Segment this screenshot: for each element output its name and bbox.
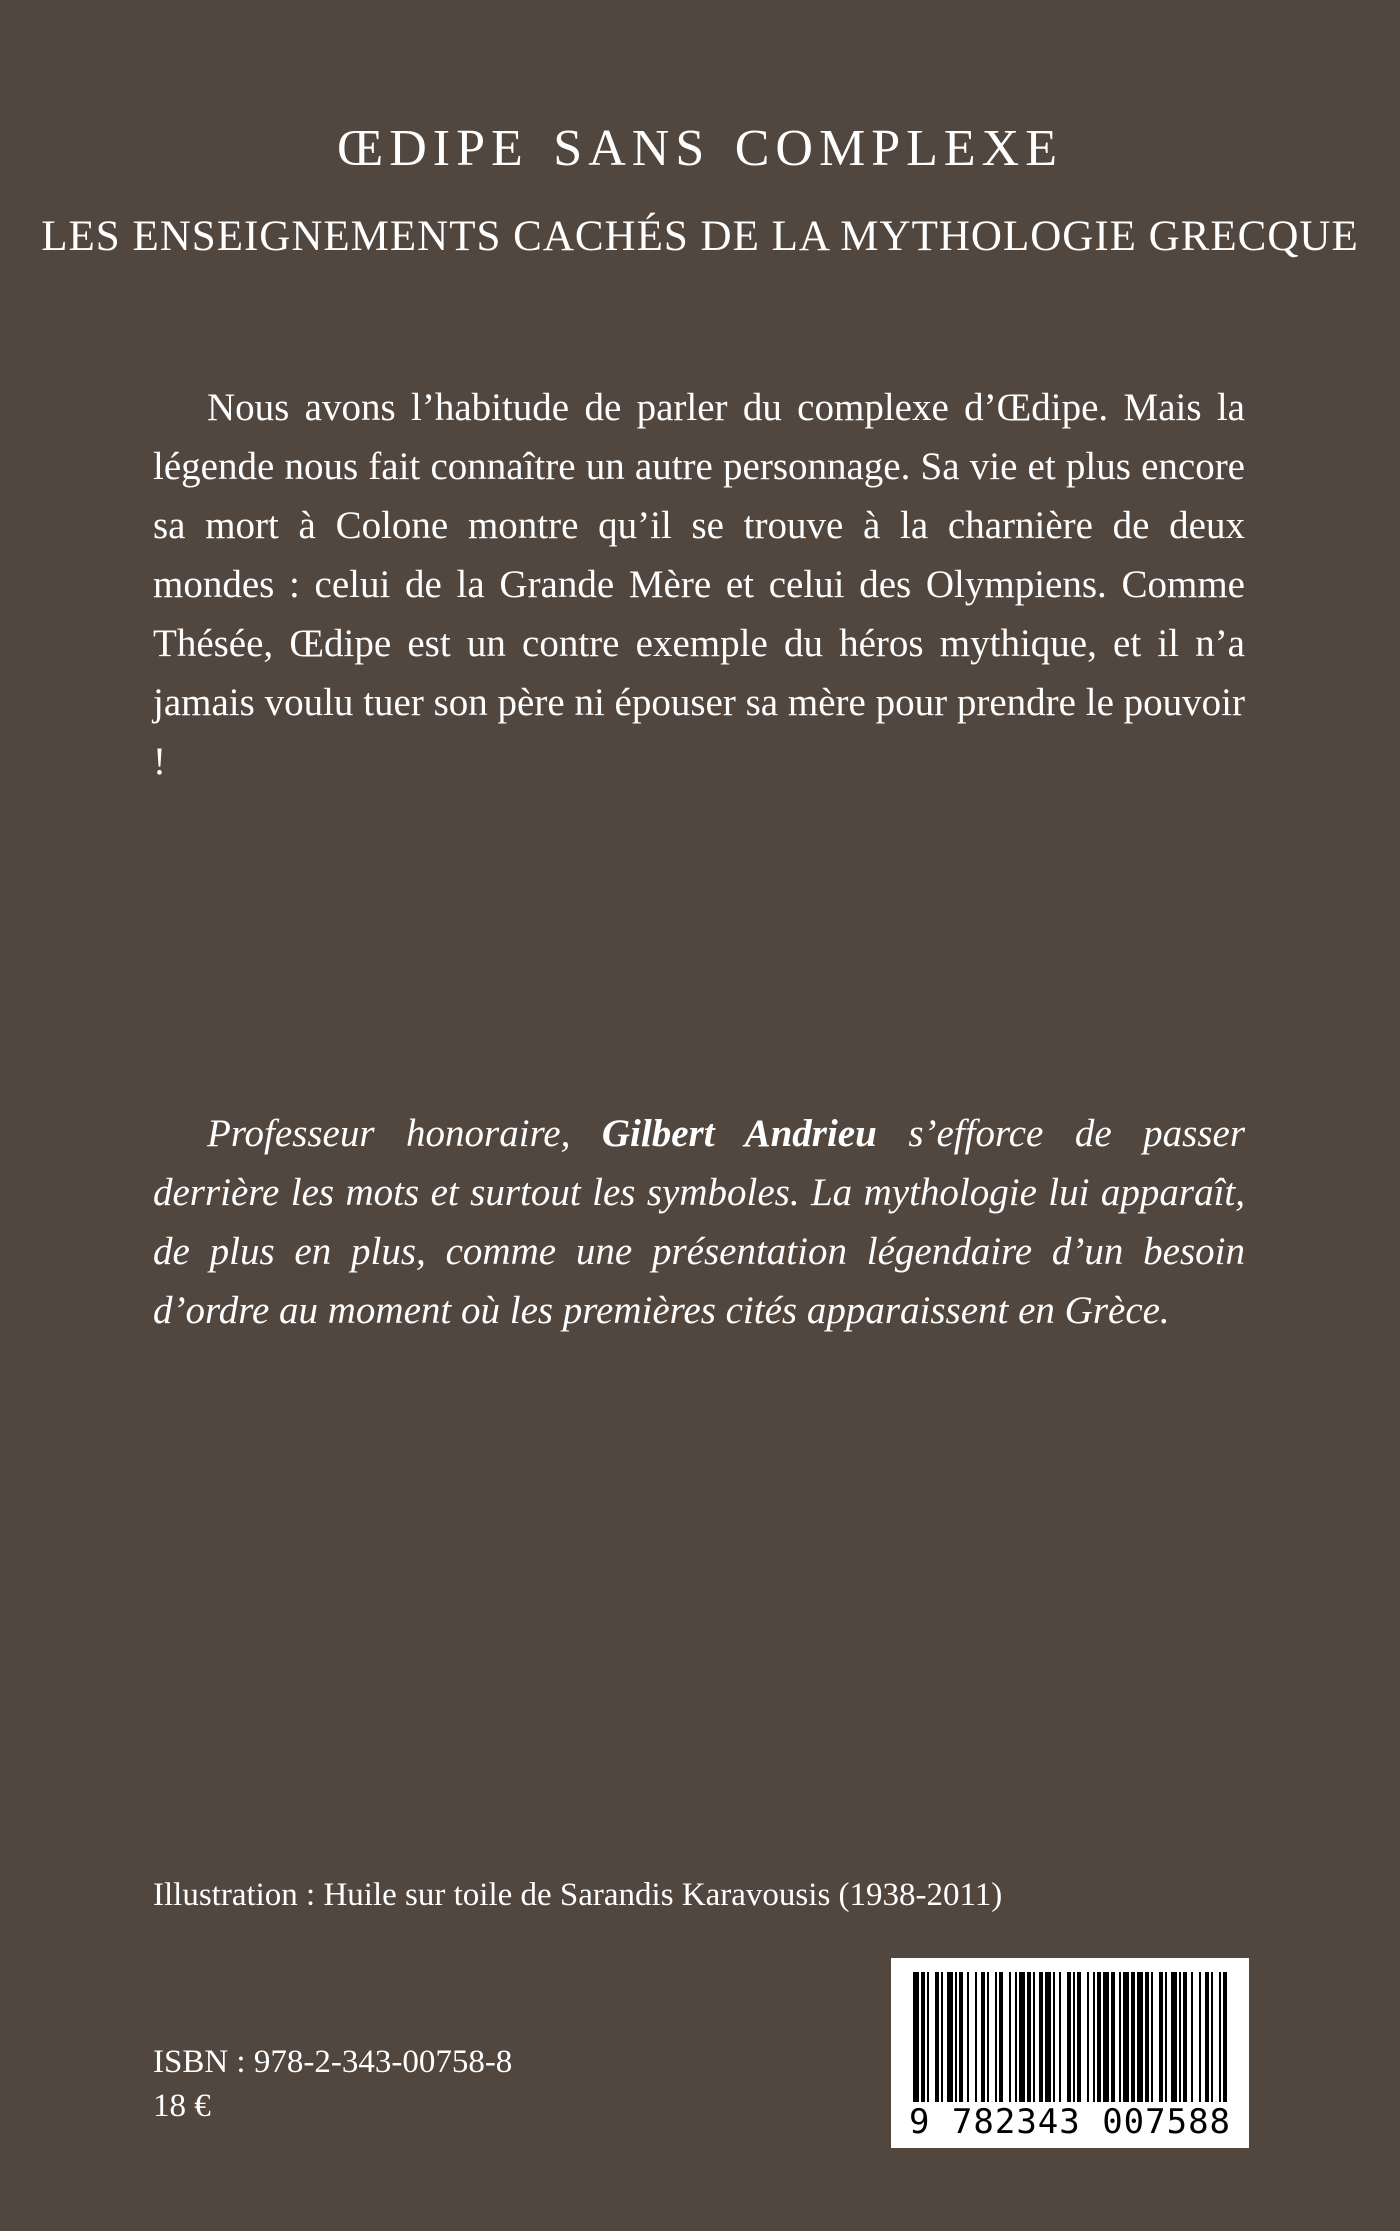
barcode-bar — [987, 1972, 989, 2102]
barcode-bar — [1045, 1972, 1051, 2102]
barcode-bar — [1199, 1972, 1201, 2102]
barcode-bar — [1097, 1972, 1101, 2102]
barcode-bar — [1145, 1972, 1149, 2102]
illustration-credit: Illustration : Huile sur toile de Sarandis Karavousis (1938-2011) — [153, 1877, 1003, 1913]
barcode-bar — [1159, 1972, 1163, 2102]
barcode-bar — [941, 1972, 943, 2102]
author-bio-prefix: Professeur honoraire, — [207, 1112, 602, 1155]
barcode-bar — [1165, 1972, 1167, 2102]
barcode-bar — [995, 1972, 997, 2102]
barcode-bar — [1087, 1972, 1089, 2102]
barcode-bar — [999, 1972, 1003, 2102]
book-blurb: Nous avons l’habitude de parler du complexe d’Œdipe. Mais la légende nous fait connaître un autre personnage. Sa vie et plus encore sa mort à Colone montre qu’il se trouve à la charnière de deux mondes : celui de la Grande Mère et celui des Olympiens. Comme Thésée, Œdipe est un contre exemple du héros mythique, et il n’a jamais voulu tuer son père ni épouser sa mère pour prendre le pouvoir ! — [153, 386, 1245, 783]
barcode-bar — [1009, 1972, 1011, 2102]
barcode-bar — [927, 1972, 929, 2102]
barcode-bar — [1205, 1972, 1209, 2102]
barcode-bar — [1171, 1972, 1177, 2102]
barcode-bar — [955, 1972, 957, 2102]
barcode-bar — [921, 1972, 925, 2102]
barcode-bar — [1067, 1972, 1071, 2102]
barcode-bar — [1015, 1972, 1017, 2102]
barcode-bar — [913, 1972, 919, 2102]
barcode — [891, 1958, 1249, 2148]
barcode-bar — [1179, 1972, 1181, 2102]
barcode-bar — [1053, 1972, 1055, 2102]
barcode-bar — [1223, 1972, 1227, 2102]
barcode-bar — [959, 1972, 963, 2102]
barcode-bar — [935, 1972, 939, 2102]
barcode-bar — [981, 1972, 985, 2102]
barcode-bars — [891, 1958, 1249, 2108]
author-bio — [153, 1104, 1245, 1340]
barcode-bar — [1137, 1972, 1143, 2102]
barcode-bar — [1131, 1972, 1135, 2102]
book-subtitle: LES ENSEIGNEMENTS CACHÉS DE LA MYTHOLOGIE GRECQUE — [41, 213, 1359, 260]
barcode-bar — [1059, 1972, 1061, 2102]
barcode-bar — [1191, 1972, 1193, 2102]
barcode-bar — [1033, 1972, 1035, 2102]
barcode-bar — [967, 1972, 969, 2102]
price: 18 € — [153, 2088, 211, 2124]
barcode-bar — [1039, 1972, 1043, 2102]
barcode-bar — [1151, 1972, 1153, 2102]
barcode-bar — [1103, 1972, 1109, 2102]
barcode-bar — [1073, 1972, 1075, 2102]
barcode-bar — [975, 1972, 977, 2102]
author-name: Gilbert Andrieu — [601, 1112, 877, 1155]
barcode-bar — [1077, 1972, 1081, 2102]
book-title: œdipe sans complexe — [337, 100, 1063, 182]
barcode-bar — [1211, 1972, 1213, 2102]
barcode-bar — [1111, 1972, 1115, 2102]
barcode-digits: 9 782343 007588 — [908, 2102, 1232, 2142]
barcode-bar — [1019, 1972, 1025, 2102]
barcode-bar — [1219, 1972, 1221, 2102]
isbn: ISBN : 978-2-343-00758-8 — [153, 2044, 513, 2080]
barcode-bar — [1119, 1972, 1121, 2102]
author-bio-text: s’efforce de passer derrière les mots et surtout les symboles. La mythologie lui apparaît, de plus en plus, comme une présentation légendaire d’un besoin d’ordre au moment où les premières cités apparaissent en Grèce. — [153, 1112, 1245, 1332]
barcode-bar — [1027, 1972, 1031, 2102]
barcode-bar — [1123, 1972, 1129, 2102]
barcode-bar — [947, 1972, 953, 2102]
barcode-bar — [1183, 1972, 1187, 2102]
barcode-bar — [1093, 1972, 1095, 2102]
